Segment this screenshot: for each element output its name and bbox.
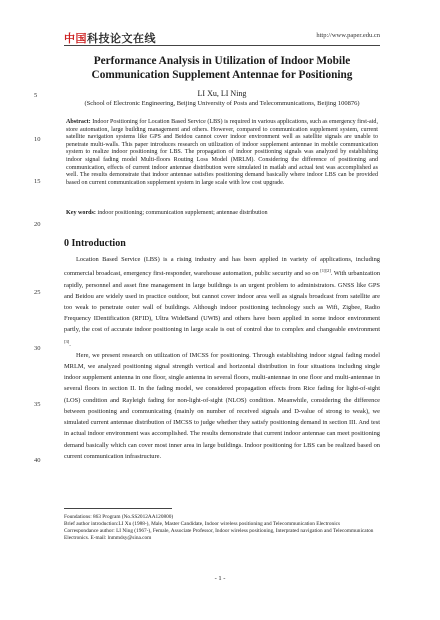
author-affiliation: (School of Electronic Engineering, Beijing University of Posts and Telecommunications, Beijing 100876) (84, 100, 360, 107)
site-url[interactable]: http://www.paper.edu.cn (316, 32, 380, 39)
line-number: 5 (34, 92, 38, 99)
header-rule (64, 45, 380, 46)
page-header (64, 30, 380, 44)
footnote: Correspondance author: LI Ning (1967-), Female, Associate Professor, Indoor wireless positioning, Interprated navigation and Telecommunicaton Electronics. E-mail: lnmmdsy@sina.com (64, 528, 374, 541)
line-number: 35 (34, 401, 41, 408)
citation-ref[interactable]: [3] (64, 338, 70, 344)
keywords-text: indoor positioning; communication supplement; antennae distribution (97, 210, 268, 216)
abstract (66, 119, 378, 187)
line-number: 30 (34, 345, 41, 352)
paragraph (64, 254, 380, 350)
paragraph-text: Location Based Service (LBS) is a rising industry and has been applied in variety of applications, including commercial broadcast, emergency first-responder, warehouse automation, public security and so on (64, 256, 380, 278)
line-number: 15 (34, 178, 41, 185)
footnote-rule (64, 508, 172, 509)
line-number: 20 (34, 221, 41, 228)
footnote: Brief author introduction:LI Xu (1988-), Male, Master Candidate, Indoor wireless positioning and Telecommunication Electronics (64, 521, 341, 527)
keywords (66, 210, 378, 218)
site-logo[interactable] (64, 30, 156, 46)
paragraph: Here, we present research on utilization of IMCSS for positioning. Through establishing indoor signal fading model MRLM, we analyzed positioning signal strength vertical and horizontal distribution in four situations including single indoor supplement antenna in one floor, single antenna in several floors, multi-antennae in one floor and multi-antennae in several floors in section II. In the fading model, we considered propagation effects from Rice fading for light-of-sight (LOS) condition and Rayleigh fading for non-light-of-sight (NLOS) condition. Meanwhile, considering the difference between positioning and communicating (mainly on number of received signals and D-value of strong to weak), we simulated current antennae distribution of IMCSS to judge whether they satisfy positioning demand in section III. And test in actual indoor environment was accomplished. The results demonstrate that current indoor antennae can meet positioning demand basically which can cover most inner area in large buildings. Indoor positioning for LBS can be realized based on current communication infrastructure. (64, 351, 380, 460)
logo-brand: 中国 (64, 32, 87, 45)
footnote: Foundations: 863 Program (No.SS2012AA120800) (64, 514, 174, 520)
abstract-label: Abstract: (66, 119, 91, 125)
line-number: 40 (34, 457, 41, 464)
citation-ref[interactable]: [1][2] (320, 268, 331, 274)
line-number: 25 (34, 289, 41, 296)
title-line-2: Communication Supplement Antennae for Positioning (91, 69, 353, 81)
section-heading-introduction: 0 Introduction (64, 238, 126, 249)
paragraph-text: . (69, 340, 71, 348)
abstract-text: Indoor Positioning for Location Based Service (LBS) is required in various applications, such as emergency first-aid, store automation, large building management and others. However, compared to communication supplement system, current satellite navigation systems like GPS and Beidou cannot cover indoor environment well as satellite signals are unable to penetrate multi-walls. This paper introduces research on utilization of indoor supplement antennae in mobile communication system to realize indoor positioning for LBS. The propagation of indoor positioning signals was analyzed by establishing indoor signal fading model Multi-floors Routing Loss Model (MRLM). Considering the difference of positioning and communication, effects of current indoor antennae distribution were simulated in matlab and actual test was accomplished as well. The results demonstrate that indoor antennae satisfies positioning demand basically where indoor LBS can be provided based on current communication supplement system in large scale with low cost upgrade. (66, 119, 378, 186)
introduction-body (64, 254, 380, 462)
footnotes (64, 514, 380, 542)
logo-text: 科技论文在线 (87, 32, 156, 45)
paper-authors: LI Xu, LI Ning (197, 89, 247, 98)
line-number: 10 (34, 136, 41, 143)
title-line-1: Performance Analysis in Utilization of Indoor Mobile (93, 55, 351, 67)
paper-title (64, 54, 380, 82)
paragraph-text: . With urbanization rapidly, personnel and asset fine management in large buildings is an urgent problem to administrators. GNSS like GPS and Beidou are widely used in practice outdoor, but cannot cover indoor area well as signals broadcast from satellite are too weak to penetrate outer wall of buildings. Although indoor positioning technology such as Wifi, Zigbee, Radio Frequency IDentification (RFID), Ultra WideBand (UWB) and others have been applied in some indoor environment partly, the cost of accurate indoor positioning in large scale is out of control due to complex and changeable environment (64, 270, 381, 334)
page-number: - 1 - (214, 575, 226, 582)
keywords-label: Key words: (66, 210, 96, 216)
